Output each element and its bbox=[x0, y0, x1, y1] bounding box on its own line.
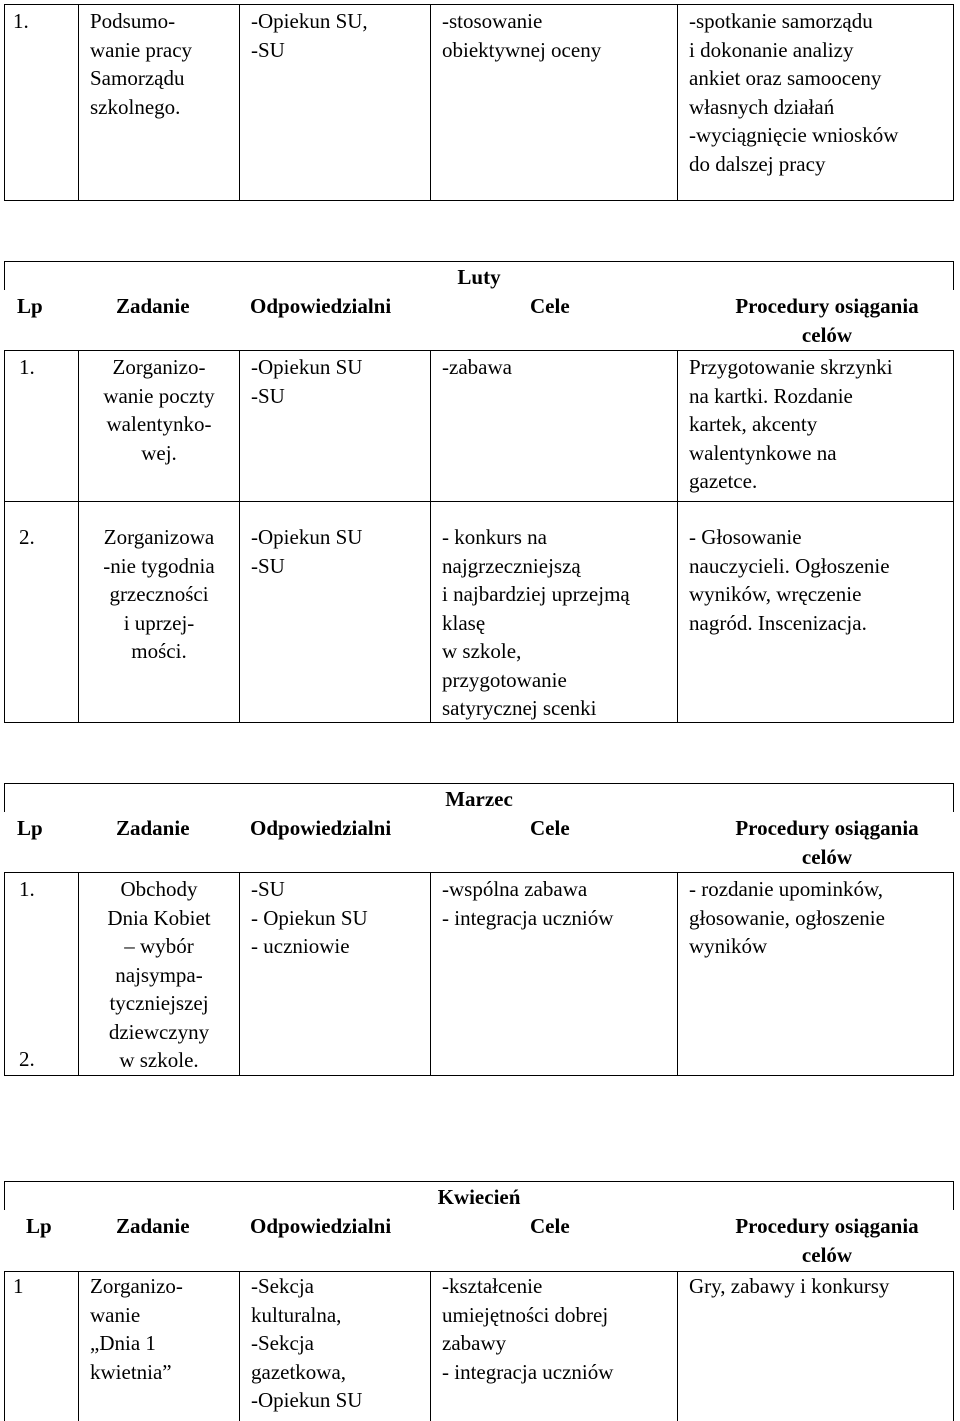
table-row-1-zadanie: Obchody Dnia Kobiet – wybór najsympa- tyczniejszej dziewczyny w szkole. bbox=[107, 877, 211, 1072]
table-row-1-zadanie: Zorganizo- wanie „Dnia 1 kwietnia” bbox=[90, 1274, 183, 1384]
table-row-1-lp: 1. bbox=[19, 355, 35, 379]
table-row-1-odpowiedzialni: -Sekcja kulturalna, -Sekcja gazetkowa, -Opiekun SU bbox=[251, 1274, 363, 1412]
table-row-2-cele: - konkurs na najgrzeczniejszą i najbardziej uprzejmą klasę w szkole, przygotowanie satyrycznej scenki bbox=[442, 525, 630, 720]
cell-zadanie: Podsumo- wanie pracy Samorządu szkolnego. bbox=[90, 9, 193, 119]
header-zadanie: Zadanie bbox=[116, 294, 190, 318]
header-odpowiedzialni: Odpowiedzialni bbox=[250, 294, 392, 318]
table-row-1-procedury: - rozdanie upominków, głosowanie, ogłoszenie wyników bbox=[689, 877, 885, 958]
luty-month-header bbox=[4, 261, 954, 290]
table-row-1-lp: 1 bbox=[13, 1274, 24, 1298]
table-marzec bbox=[4, 872, 954, 1076]
header-zadanie: Zadanie bbox=[116, 1214, 190, 1238]
cell-lp: 1. bbox=[13, 9, 29, 33]
table-row-1-odpowiedzialni: -Opiekun SU -SU bbox=[251, 355, 363, 408]
month-title-marzec: Marzec bbox=[445, 787, 513, 811]
header-cele: Cele bbox=[530, 294, 570, 318]
table-row-1-procedury: Przygotowanie skrzynki na kartki. Rozdanie kartek, akcenty walentynkowe na gazetce. bbox=[689, 355, 893, 493]
cell-odpowiedzialni: -Opiekun SU, -SU bbox=[251, 9, 368, 62]
table-row-2-zadanie: Zorganizowa -nie tygodnia grzeczności i uprzej- mości. bbox=[103, 525, 215, 663]
header-procedury: Procedury osiągania celów bbox=[735, 294, 919, 347]
table-luty bbox=[4, 350, 954, 723]
header-cele: Cele bbox=[530, 1214, 570, 1238]
marzec-month-header bbox=[4, 783, 954, 812]
header-cele: Cele bbox=[530, 816, 570, 840]
table-row-2-procedury: - Głosowanie nauczycieli. Ogłoszenie wyników, wręczenie nagród. Inscenizacja. bbox=[689, 525, 890, 635]
table-row-2-lp: 2. bbox=[19, 525, 35, 549]
header-lp: Lp bbox=[26, 1214, 52, 1238]
table-top bbox=[4, 4, 954, 201]
cell-procedury: -spotkanie samorządu i dokonanie analizy ankiet oraz samooceny własnych działań -wyciągnięcie wniosków do dalszej pracy bbox=[689, 9, 899, 176]
header-lp: Lp bbox=[17, 816, 43, 840]
table-kwiecien bbox=[4, 1271, 954, 1421]
table-row-1-cele: -kształcenie umiejętności dobrej zabawy - integracja uczniów bbox=[442, 1274, 614, 1384]
table-row-1-procedury: Gry, zabawy i konkursy bbox=[689, 1274, 890, 1298]
table-row-2-odpowiedzialni: -Opiekun SU -SU bbox=[251, 525, 363, 578]
table-row-1-lp: 1. bbox=[19, 877, 35, 901]
month-title-luty: Luty bbox=[457, 265, 501, 289]
table-row-1-zadanie: Zorganizo- wanie poczty walentynko- wej. bbox=[103, 355, 215, 465]
header-procedury: Procedury osiągania celów bbox=[735, 816, 919, 869]
table-row-2-lp: 2. bbox=[19, 1047, 35, 1071]
header-lp: Lp bbox=[17, 294, 43, 318]
table-row-1-cele: -zabawa bbox=[442, 355, 512, 379]
header-odpowiedzialni: Odpowiedzialni bbox=[250, 816, 392, 840]
table-row-1-odpowiedzialni: -SU - Opiekun SU - uczniowie bbox=[251, 877, 368, 958]
kwiecien-month-header bbox=[4, 1181, 954, 1210]
table-row-1-cele: -wspólna zabawa - integracja uczniów bbox=[442, 877, 614, 930]
month-title-kwiecien: Kwiecień bbox=[437, 1185, 521, 1209]
header-odpowiedzialni: Odpowiedzialni bbox=[250, 1214, 392, 1238]
cell-cele: -stosowanie obiektywnej oceny bbox=[442, 9, 602, 62]
header-procedury: Procedury osiągania celów bbox=[735, 1214, 919, 1267]
header-zadanie: Zadanie bbox=[116, 816, 190, 840]
